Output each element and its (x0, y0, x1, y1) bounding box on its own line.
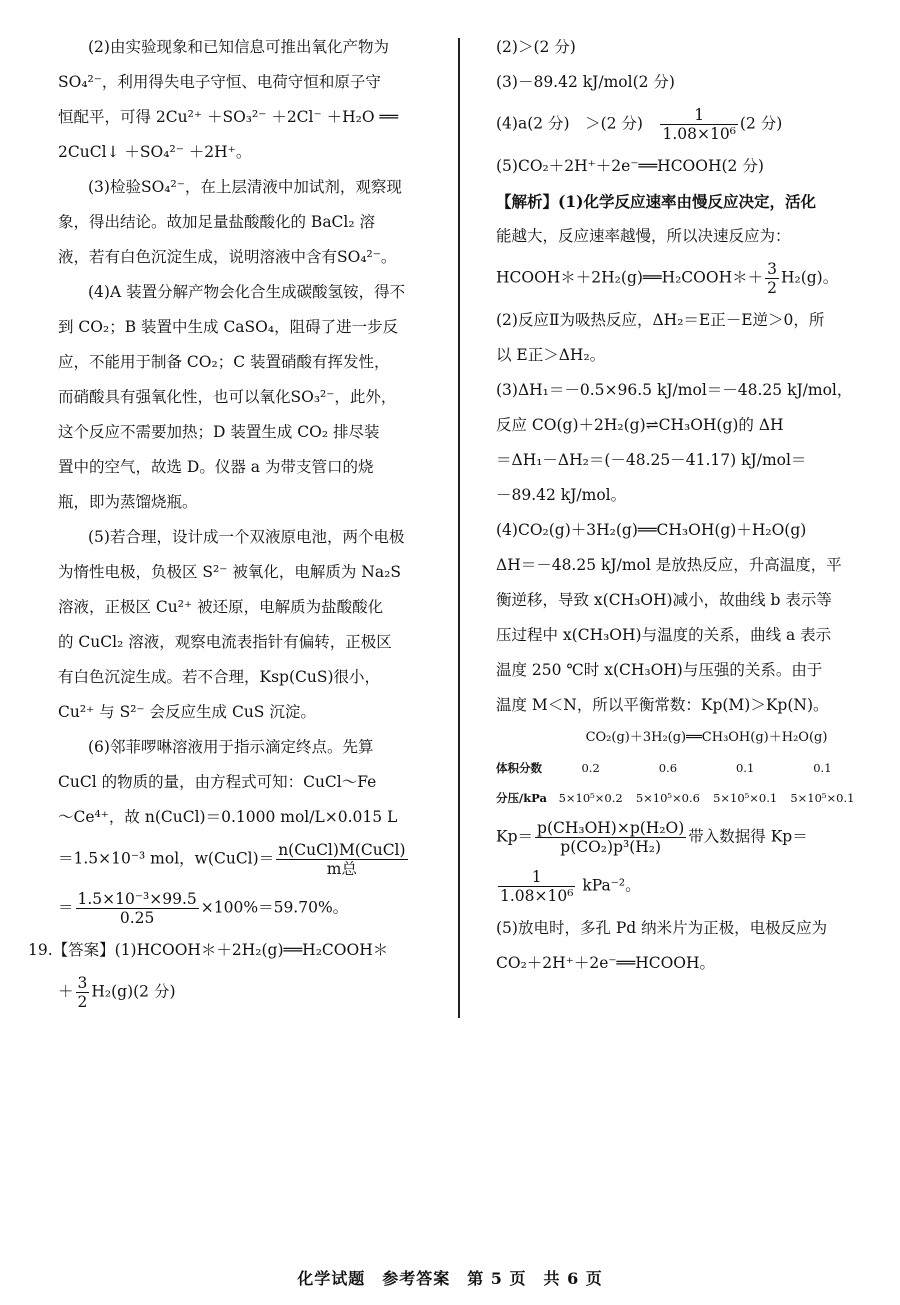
rate-determining-equation (496, 254, 861, 303)
table-cell: 5×10⁵×0.2 (558, 791, 623, 805)
table-cell: 0.6 (658, 761, 678, 775)
fraction (76, 974, 90, 1011)
formula-suffix: 带入数据得 Kp＝ (688, 827, 808, 846)
equilibrium-table (496, 723, 861, 813)
text-line: CuCl 的物质的量，由方程式可知：CuCl～Fe (58, 773, 377, 791)
text-line: 置中的空气，故选 D。仪器 a 为带支管口的烧 (58, 458, 374, 476)
text-line: 有白色沉淀生成。若不合理，Ksp(CuS)很小， (58, 668, 381, 686)
text-line: 象，得出结论。故加足量盐酸酸化的 BaCl₂ 溶 (58, 213, 376, 231)
text-line: 衡逆移，导致 x(CH₃OH)减小，故曲线 b 表示等 (496, 591, 832, 609)
text-line: 溶液，正极区 Cu²⁺ 被还原，电解质为盐酸酸化 (58, 598, 384, 616)
table-head-blank (496, 723, 552, 753)
fraction-numerator: n(CuCl)M(CuCl) (278, 841, 406, 859)
fraction-denominator: 0.25 (119, 909, 155, 927)
answer-5: (5)CO₂＋2H⁺＋2e⁻══HCOOH(2 分) (496, 157, 764, 175)
fraction-denominator: m总 (326, 860, 357, 878)
formula-prefix: ＝ (58, 898, 74, 917)
table-cell: 0.2 (581, 761, 600, 775)
text-line: (5)放电时，多孔 Pd 纳米片为正极，电极反应为 (496, 919, 828, 937)
fraction-denominator: 2 (767, 279, 777, 297)
text-line: (3)ΔH₁＝－0.5×96.5 kJ/mol＝－48.25 kJ/mol， (496, 381, 853, 399)
table-row-header: 分压/kPa (496, 791, 547, 805)
answer-4 (496, 100, 861, 149)
text-line: 的 CuCl₂ 溶液，观察电流表指针有偏转，正极区 (58, 633, 392, 651)
text-line: 恒配平，可得 2Cu²⁺ ＋SO₃²⁻ ＋2Cl⁻ ＋H₂O ══ (58, 108, 399, 126)
fraction-numerator: 3 (767, 260, 777, 278)
mass-fraction-result (58, 884, 458, 933)
text-line: (4)CO₂(g)＋3H₂(g)══CH₃OH(g)＋H₂O(g) (496, 521, 807, 539)
text-line: ΔH＝－48.25 kJ/mol 是放热反应，升高温度，平 (496, 556, 842, 574)
fraction-numerator: 1 (498, 868, 575, 887)
fraction-denominator: 1.08×10⁶ (500, 887, 574, 905)
table-equation: CO₂(g)＋3H₂(g)══CH₃OH(g)＋H₂O(g) (585, 730, 828, 745)
fraction (276, 841, 407, 878)
table-cell: 5×10⁵×0.6 (635, 791, 700, 805)
formula-prefix: ＋ (58, 982, 74, 1001)
table-row (496, 753, 861, 783)
text-line: SO₄²⁻，利用得失电子守恒、电荷守恒和原子守 (58, 73, 381, 91)
answer-19-heading: 19.【答案】(1)HCOOH＊＋2H₂(g)══H₂COOH＊ (28, 941, 389, 959)
answer-2: (2)＞(2 分) (496, 38, 576, 56)
formula-suffix: ×100%＝59.70%。 (200, 898, 349, 917)
text-line: 应，不能用于制备 CO₂；C 装置硝酸有挥发性， (58, 353, 390, 371)
table-row-header: 体积分数 (496, 761, 542, 775)
text-line: 到 CO₂；B 装置中生成 CaSO₄，阻碍了进一步反 (58, 318, 399, 336)
right-column (496, 30, 861, 981)
kp-value (496, 862, 861, 911)
left-column (28, 30, 458, 1017)
text-line: (5)若合理，设计成一个双液原电池，两个电极 (88, 528, 405, 546)
analysis-heading: 【解析】(1)化学反应速率由慢反应决定，活化 (496, 192, 816, 211)
text-line: 压过程中 x(CH₃OH)与温度的关系，曲线 a 表示 (496, 626, 832, 644)
text-line: (4)A 装置分解产物会化合生成碳酸氢铵，得不 (88, 283, 406, 301)
formula-prefix: (4)a(2 分) ＞(2 分) (496, 114, 659, 133)
text-line: 液，若有白色沉淀生成，说明溶液中含有SO₄²⁻。 (58, 248, 397, 266)
text-line: (6)邻菲啰啉溶液用于指示滴定终点。先算 (88, 738, 374, 756)
answer-19-line2 (58, 968, 458, 1017)
text-line: 而硝酸具有强氧化性，也可以氧化SO₃²⁻，此外， (58, 388, 397, 406)
fraction-denominator: p(CO₂)p³(H₂) (560, 838, 662, 856)
table-cell: 5×10⁵×0.1 (713, 791, 778, 805)
text-line: 温度 M＜N，所以平衡常数：Kp(M)＞Kp(N)。 (496, 696, 829, 714)
text-line: (2)由实验现象和已知信息可推出氧化产物为 (88, 38, 389, 56)
formula-prefix: HCOOH＊＋2H₂(g)══H₂COOH＊＋ (496, 268, 764, 287)
text-line: Cu²⁺ 与 S²⁻ 会反应生成 CuS 沉淀。 (58, 703, 316, 721)
fraction-denominator: 2 (77, 993, 88, 1011)
text-line: 温度 250 ℃时 x(CH₃OH)与压强的关系。由于 (496, 661, 823, 679)
text-line: 以 E正＞ΔH₂。 (496, 346, 606, 364)
table-equation-row (496, 723, 861, 753)
kp-expression (496, 813, 861, 862)
fraction-numerator: 1.5×10⁻³×99.5 (77, 890, 197, 908)
fraction (535, 819, 686, 856)
formula-suffix: (2 分) (739, 114, 783, 133)
table-row (496, 783, 861, 813)
text-line: 能越大，反应速率越慢，所以决速反应为： (496, 227, 791, 245)
fraction-numerator: 1 (660, 106, 737, 125)
text-line: ～Ce⁴⁺，故 n(CuCl)＝0.1000 mol/L×0.015 L (58, 808, 398, 826)
table-cell: 5×10⁵×0.1 (790, 791, 855, 805)
text-line: 瓶，即为蒸馏烧瓶。 (58, 493, 198, 511)
column-divider (458, 38, 460, 1018)
text-line: 为惰性电极，负极区 S²⁻ 被氧化，电解质为 Na₂S (58, 563, 401, 581)
fraction (660, 106, 737, 143)
formula-prefix: Kp＝ (496, 827, 534, 846)
answer-3: (3)－89.42 kJ/mol(2 分) (496, 73, 675, 91)
formula-suffix: kPa⁻²。 (577, 876, 641, 895)
fraction-denominator: 1.08×10⁶ (662, 125, 736, 143)
fraction-numerator: 3 (77, 974, 88, 992)
text-line: (2)反应Ⅱ为吸热反应，ΔH₂＝E正－E逆＞0，所 (496, 311, 825, 329)
mass-fraction-formula (58, 835, 458, 884)
fraction (76, 890, 199, 927)
text-line: 2CuCl↓ ＋SO₄²⁻ ＋2H⁺。 (58, 143, 252, 161)
fraction-numerator: p(CH₃OH)×p(H₂O) (537, 819, 685, 837)
fraction (498, 868, 575, 905)
formula-suffix: H₂(g)(2 分) (91, 982, 176, 1001)
text-line: CO₂＋2H⁺＋2e⁻══HCOOH。 (496, 954, 716, 972)
text-line: 这个反应不需要加热；D 装置生成 CO₂ 排尽装 (58, 423, 380, 441)
text-line: 反应 CO(g)＋2H₂(g)⇌CH₃OH(g)的 ΔH (496, 416, 784, 434)
table-cell: 0.1 (813, 761, 832, 775)
table-cell: 0.1 (735, 761, 755, 775)
formula-suffix: H₂(g)。 (780, 268, 839, 287)
formula-prefix: ＝1.5×10⁻³ mol，w(CuCl)＝ (58, 849, 275, 868)
page-footer: 化学试题 参考答案 第 5 页 共 6 页 (297, 1269, 603, 1288)
text-line: －89.42 kJ/mol。 (496, 486, 627, 504)
fraction (765, 260, 779, 297)
text-line: ＝ΔH₁－ΔH₂＝(－48.25－41.17) kJ/mol＝ (496, 451, 807, 469)
text-line: (3)检验SO₄²⁻，在上层清液中加试剂，观察现 (88, 178, 402, 196)
